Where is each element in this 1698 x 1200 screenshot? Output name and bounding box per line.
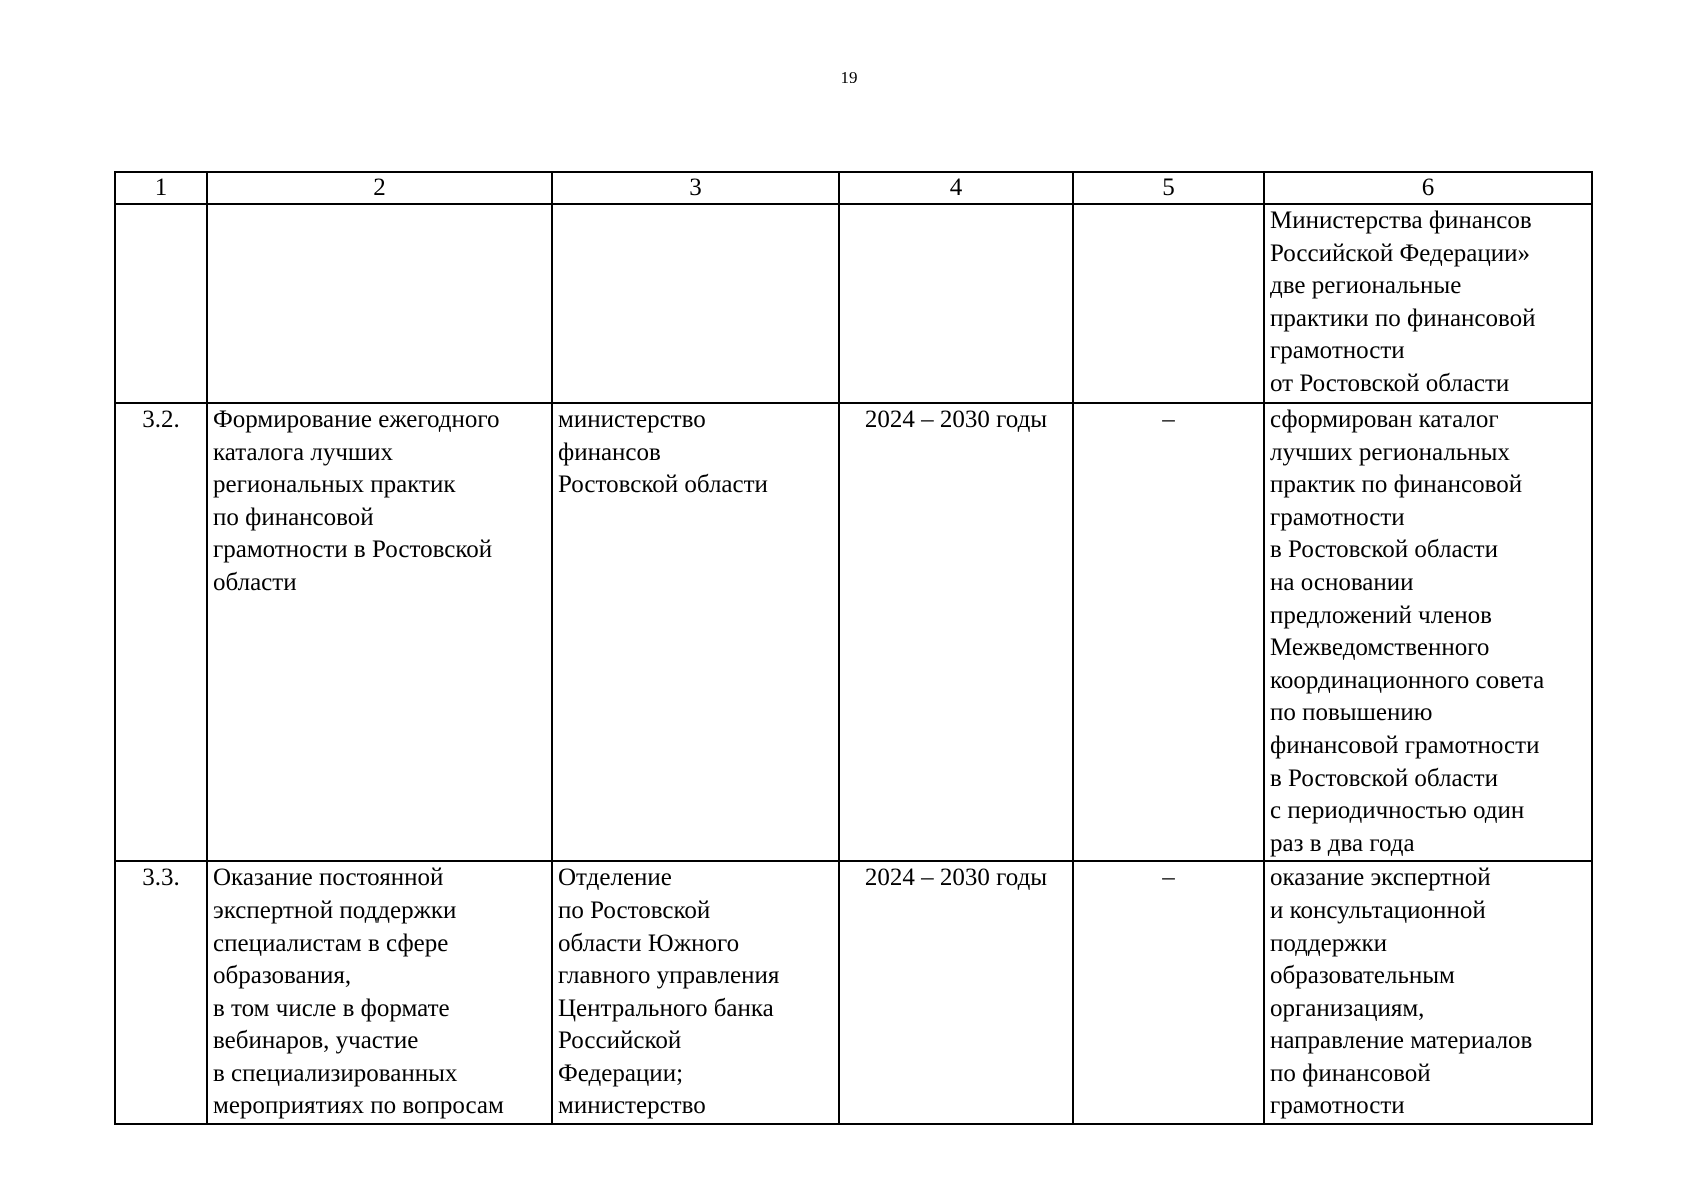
column-header: 2 <box>207 172 552 204</box>
column5-cell <box>1073 204 1264 403</box>
column-header: 3 <box>552 172 839 204</box>
row-number-cell: 3.3. <box>115 861 207 1124</box>
column-header: 6 <box>1264 172 1592 204</box>
column-header: 4 <box>839 172 1073 204</box>
page-number: 19 <box>840 68 858 87</box>
column-header: 5 <box>1073 172 1264 204</box>
table-header-row <box>115 172 1592 204</box>
column5-cell: – <box>1073 861 1264 1124</box>
table-row <box>115 403 1592 861</box>
responsible-cell <box>552 204 839 403</box>
result-cell: оказание экспертной и консультационной поддержки образовательным организациям, направление материалов по финансовой грамотности <box>1264 861 1592 1124</box>
column-header: 1 <box>115 172 207 204</box>
action-cell: Формирование ежегодного каталога лучших региональных практик по финансовой грамотности в Ростовской области <box>207 403 552 861</box>
column5-cell: – <box>1073 403 1264 861</box>
row-number-cell <box>115 204 207 403</box>
table-row <box>115 204 1592 403</box>
period-cell: 2024 – 2030 годы <box>839 403 1073 861</box>
table-row <box>115 861 1592 1124</box>
period-cell: 2024 – 2030 годы <box>839 861 1073 1124</box>
action-cell <box>207 204 552 403</box>
row-number-cell: 3.2. <box>115 403 207 861</box>
plan-table <box>114 171 1593 1125</box>
responsible-cell: министерство финансов Ростовской области <box>552 403 839 861</box>
result-cell: Министерства финансов Российской Федерации» две региональные практики по финансовой грамотности от Ростовской области <box>1264 204 1592 403</box>
result-cell: сформирован каталог лучших региональных практик по финансовой грамотности в Ростовской области на основании предложений членов Межведомственного координационного совета по повышению финансовой грамотности в Ростовской области с периодичностью один раз в два года <box>1264 403 1592 861</box>
action-cell: Оказание постоянной экспертной поддержки специалистам в сфере образования, в том числе в формате вебинаров, участие в специализированных мероприятиях по вопросам <box>207 861 552 1124</box>
responsible-cell: Отделение по Ростовской области Южного главного управления Центрального банка Российской Федерации; министерство <box>552 861 839 1124</box>
period-cell <box>839 204 1073 403</box>
